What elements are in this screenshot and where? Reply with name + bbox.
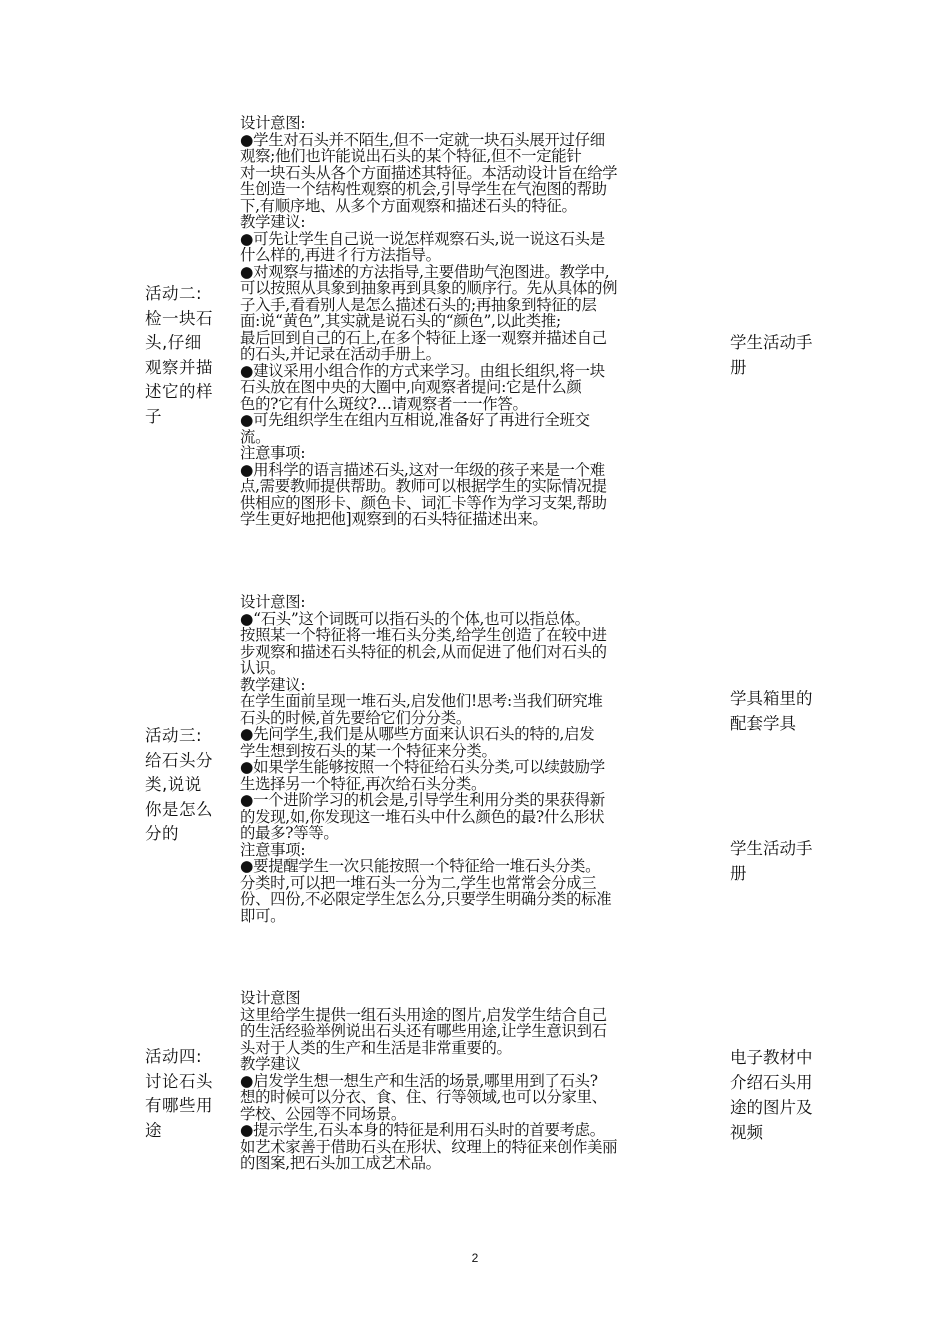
resource-line: 电子教材中	[730, 1048, 813, 1067]
content-line: 教学建议:	[240, 214, 306, 231]
activity-resource-3a	[730, 686, 835, 736]
resource-line: 视频	[730, 1123, 763, 1142]
resource-line: 册	[730, 358, 747, 377]
content-line: 的生活经验举例说出石头还有哪些用途,让学生意识到石	[240, 1023, 607, 1040]
content-line: 学校、公园等不同场景。	[240, 1105, 406, 1122]
content-line: 石头的时候,首先要给它们分分类。	[240, 709, 471, 726]
content-line: 点,需要教师提供帮助。教师可以根据学生的实际情况提	[240, 478, 607, 495]
content-line: 色的?它有什么斑纹?…请观察者一一作答。	[240, 395, 528, 412]
activity-resource-4	[730, 1045, 835, 1145]
content-line: ●先问学生,我们是从哪些方面来认识石头的特的,启发	[240, 726, 595, 743]
content-line: 份、四份,不必限定学生怎么分,只要学生明确分类的标准	[240, 891, 612, 908]
activity-title-line: 分的	[145, 824, 179, 843]
activity-content-3	[240, 594, 718, 924]
resource-line: 途的图片及	[730, 1098, 813, 1117]
activity-title-line: 你是怎么	[145, 799, 213, 819]
content-line: 设计意图:	[240, 594, 306, 611]
activity-title-4	[145, 1045, 227, 1143]
content-line: 设计意图:	[240, 115, 306, 132]
activity-title-line: 给石头分	[145, 750, 213, 770]
content-line: 头对于人类的生产和生活是非常重要的。	[240, 1039, 512, 1056]
content-line: ●启发学生想一想生产和生活的场景,哪里用到了石头?	[240, 1072, 598, 1089]
content-line: 生创造一个结构性观察的机会,引导学生在气泡图的帮助	[240, 181, 607, 198]
activity-title-line: 途	[145, 1120, 162, 1140]
activity-resource-2	[730, 330, 835, 380]
content-line: 认识。	[240, 660, 286, 677]
activity-title-line: 活动三:	[145, 726, 203, 745]
activity-resource-3b	[730, 836, 835, 886]
content-line: ●提示学生,石头本身的特征是利用石头时的首要考虑。	[240, 1122, 605, 1139]
page-number: 2	[471, 1251, 479, 1265]
content-line: 注意事项:	[240, 445, 306, 462]
content-line: 什么样的,再进彳行方法指导。	[240, 247, 441, 264]
activity-title-3	[145, 724, 227, 847]
content-line: 的石头,并记录在活动手册上。	[240, 346, 441, 363]
activity-title-line: 活动四:	[145, 1047, 203, 1066]
content-line: ●对观察与描述的方法指导,主要借助气泡图进。教学中,	[240, 263, 610, 280]
content-line: 石头放在图中央的大圈中,向观察者提问:它是什么颜	[240, 379, 582, 396]
content-line: 想的时候可以分衣、食、住、行等领域,也可以分家里、	[240, 1089, 607, 1106]
activity-title-line: 头,仔细	[145, 333, 202, 352]
content-line: 教学建议	[240, 1056, 301, 1073]
content-line: 即可。	[240, 907, 286, 924]
content-line: ●一个进阶学习的机会是,引导学生利用分类的果获得新	[240, 792, 605, 809]
content-line: ●要提醒学生一次只能按照一个特征给一堆石头分类。	[240, 858, 601, 875]
content-line: 对一块石头从各个方面描述其特征。本活动设计旨在给学	[240, 164, 618, 181]
content-line: 生选择另一个特征,再次给石头分类。	[240, 775, 487, 792]
activity-content-4	[240, 990, 718, 1172]
resource-line: 册	[730, 864, 747, 883]
content-line: ●用科学的语言描述石头,这对一年级的孩子来是一个难	[240, 461, 605, 478]
content-line: 步观察和描述石头特征的机会,从而促进了他们对石头的	[240, 643, 607, 660]
resource-line: 学具箱里的	[730, 689, 813, 708]
content-line: 面:说“黄色”,其实就是说石头的“颜色”,以此类推;	[240, 313, 561, 330]
content-line: 子入手,看看别人是怎么描述石头的;再抽象到特征的层	[240, 296, 597, 313]
activity-title-line: 观察并描	[145, 357, 213, 377]
content-line: ●学生对石头并不陌生,但不一定就一块石头展开过仔细	[240, 131, 605, 148]
content-line: ●可先组织学生在组内互相说,准备好了再进行全班交	[240, 412, 590, 429]
content-line: 学生想到按石头的某一个特征来分类。	[240, 742, 497, 759]
content-line: 教学建议:	[240, 676, 306, 693]
activity-title-line: 讨论石头	[145, 1071, 213, 1091]
resource-line: 学生活动手	[730, 333, 813, 352]
content-line: 的发现,如,你发现这一堆石头中什么颜色的最?什么形状	[240, 808, 605, 825]
content-line: 的最多?等等。	[240, 825, 339, 842]
content-line: 按照某一个特征将一堆石头分类,给学生创造了在较中进	[240, 627, 607, 644]
activity-title-line: 述它的样	[145, 382, 213, 401]
content-line: 在学生面前呈现一堆石头,启发他们!思考:当我们研究堆	[240, 693, 603, 710]
content-line: ●“石头”这个词既可以指石头的个体,也可以指总体。	[240, 610, 590, 627]
content-line: 最后回到自己的石上,在多个特征上逐一观察并描述自己	[240, 329, 607, 346]
activity-content-2	[240, 115, 718, 528]
content-line: 如艺术家善于借助石头在形状、纹理上的特征来创作美丽	[240, 1138, 618, 1155]
content-line: 观察;他们也许能说出石头的某个特征,但不一定能针	[240, 148, 582, 165]
content-line: 这里给学生提供一组石头用途的图片,启发学生结合自己	[240, 1006, 607, 1023]
content-line: ●如果学生能够按照一个特征给石头分类,可以续鼓励学	[240, 759, 605, 776]
content-line: 下,有顺序地、从多个方面观察和描述石头的特征。	[240, 197, 577, 214]
content-line: 注意事项:	[240, 841, 306, 858]
activity-title-line: 有哪些用	[145, 1096, 213, 1115]
content-line: 设计意图	[240, 990, 301, 1007]
content-line: ●建议采用小组合作的方式来学习。由组长组织,将一块	[240, 362, 605, 379]
activity-title-2	[145, 282, 227, 429]
content-line: 学生更好地把他]观察到的石头特征描述出来。	[240, 511, 548, 528]
activity-title-line: 活动二:	[145, 284, 203, 303]
activity-title-line: 类,说说	[145, 775, 202, 794]
content-line: ●可先让学生自己说一说怎样观察石头,说一说这石头是	[240, 230, 605, 247]
content-line: 流。	[240, 428, 271, 445]
content-line: 的图案,把石头加工成艺术品。	[240, 1155, 441, 1172]
content-line: 供相应的图形卡、颜色卡、词汇卡等作为学习支架,帮助	[240, 494, 607, 511]
resource-line: 介绍石头用	[730, 1073, 813, 1092]
activity-title-line: 检一块石	[145, 308, 213, 328]
resource-line: 配套学具	[730, 714, 796, 733]
resource-line: 学生活动手	[730, 839, 813, 858]
content-line: 可以按照从具象到抽象再到具象的顺序行。先从具体的例	[240, 280, 618, 297]
activity-title-line: 子	[145, 406, 162, 426]
content-line: 分类时,可以把一堆石头一分为二,学生也常常会分成三	[240, 874, 597, 891]
